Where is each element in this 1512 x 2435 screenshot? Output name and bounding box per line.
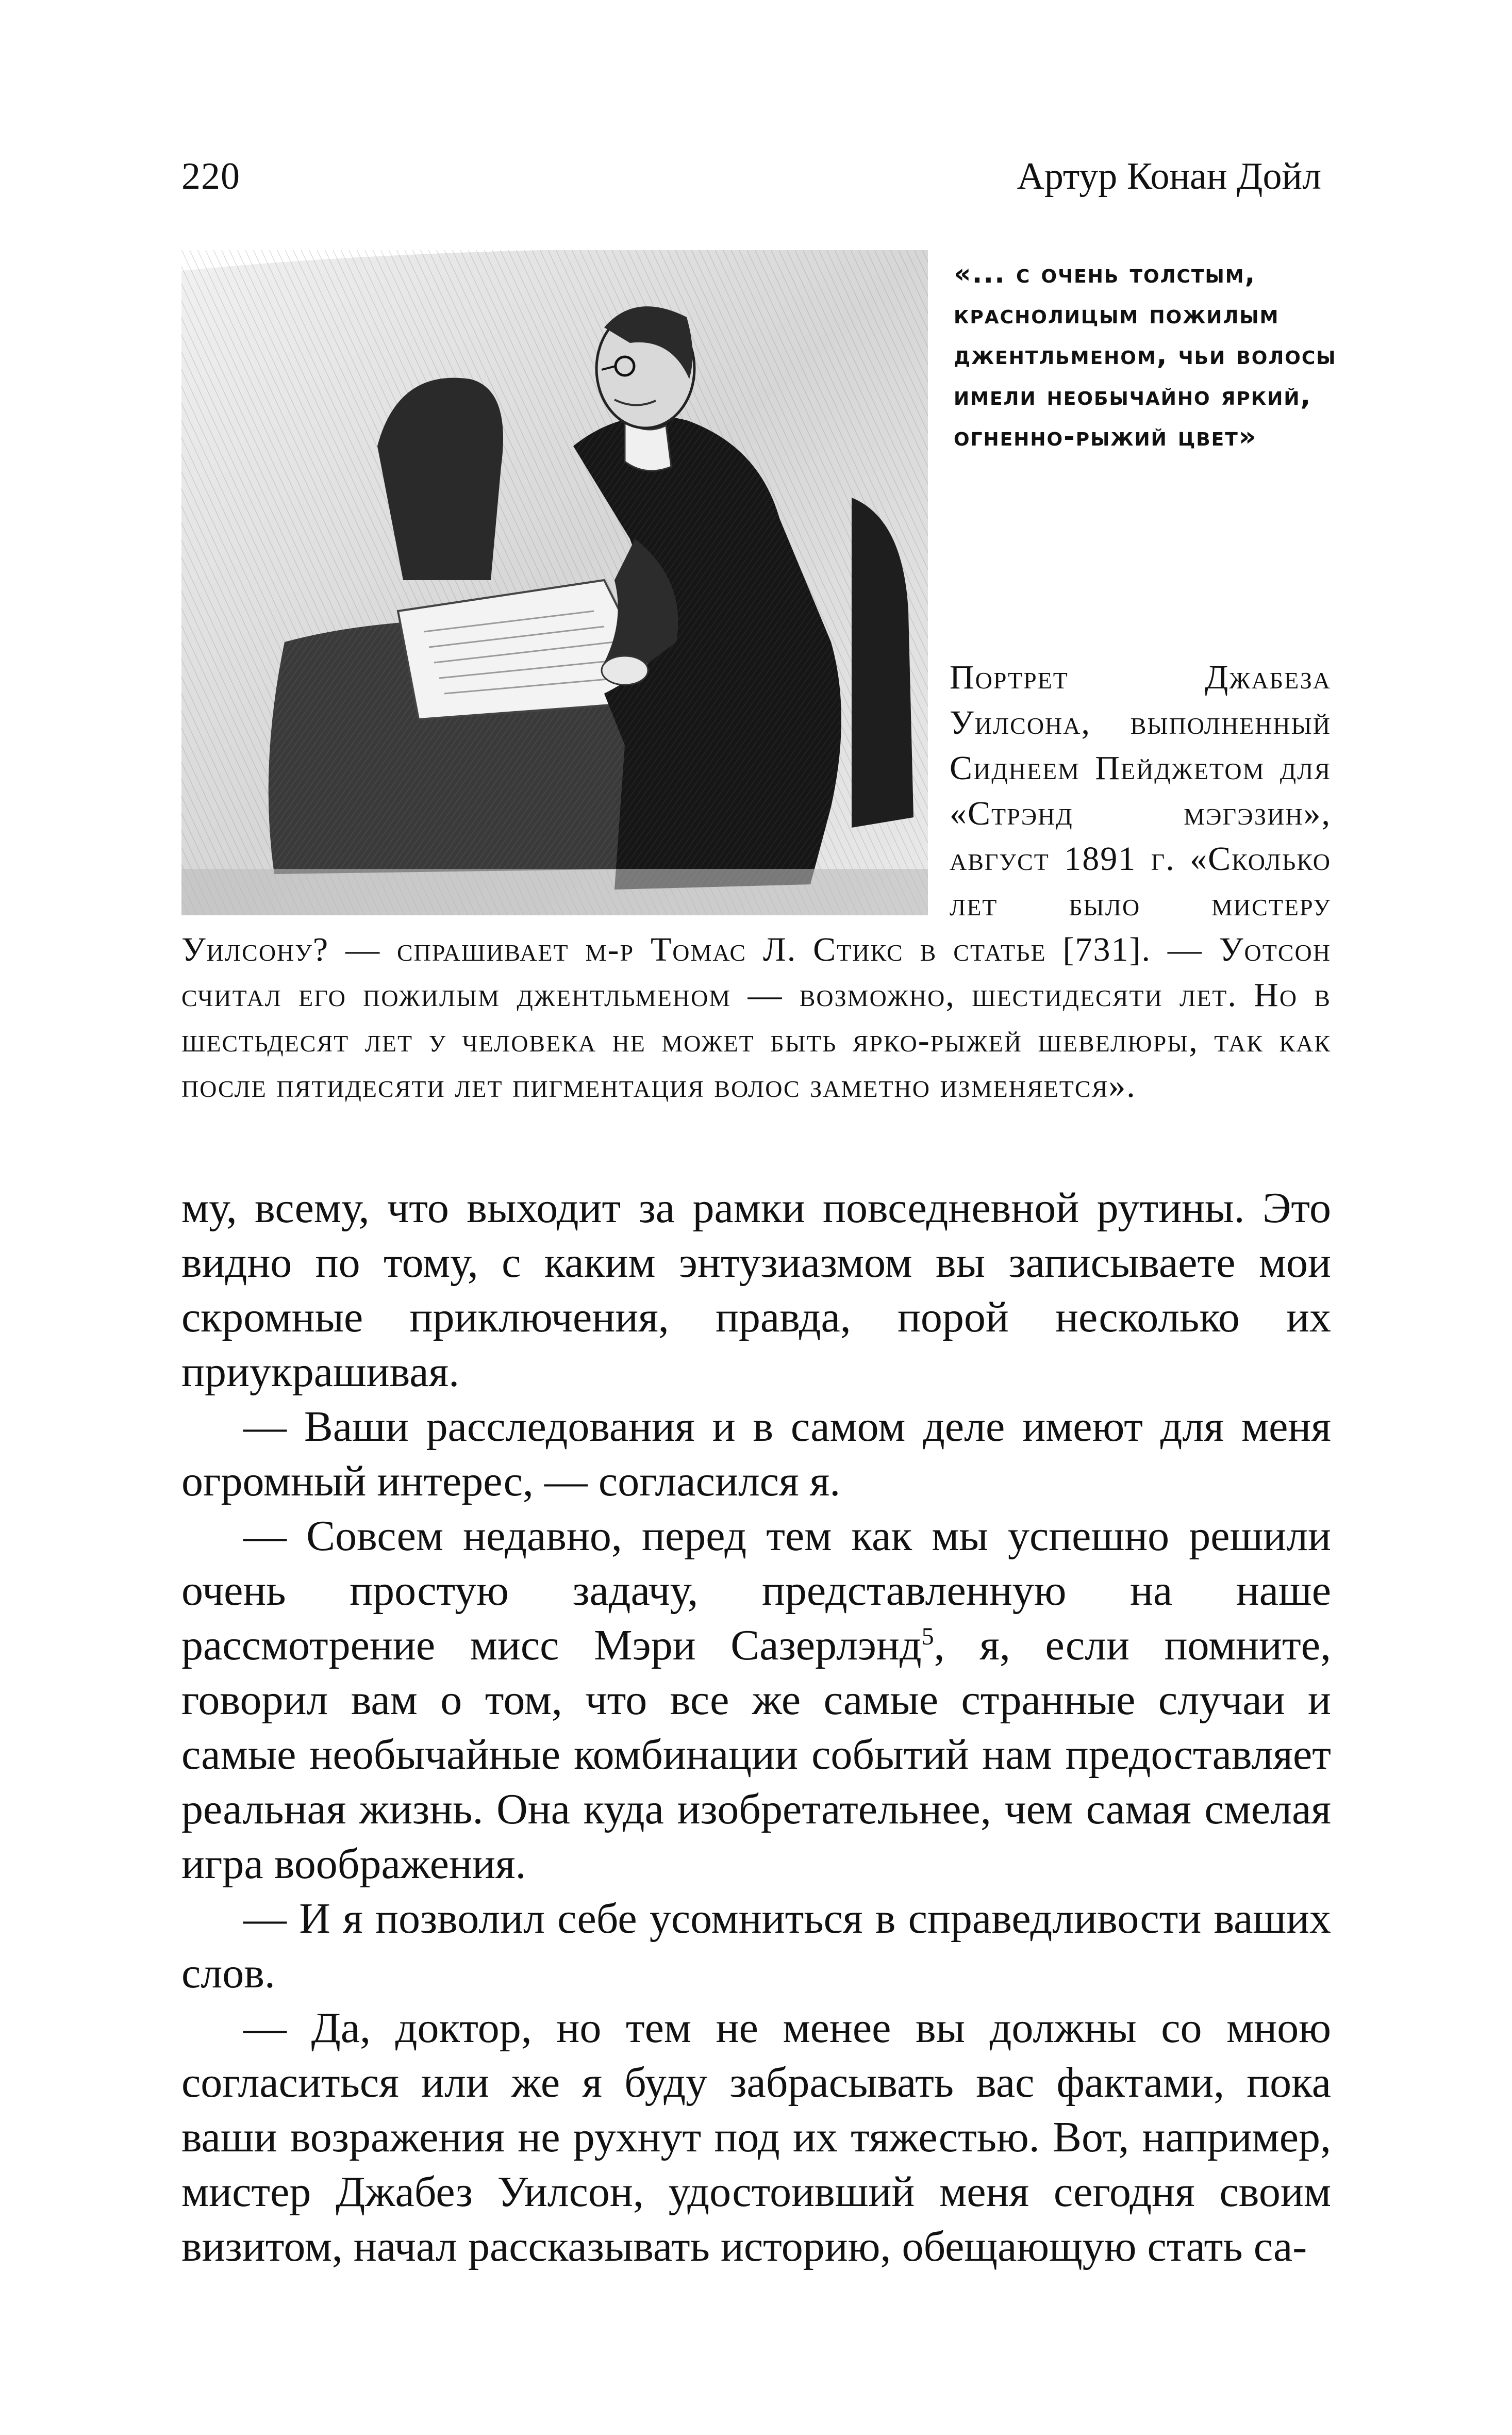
paragraph-3-start: — Совсем недавно, перед тем как мы успешно решили очень простую задачу, представленную на наше рассмотрение мисс Мэри Сазерлэнд [181,1512,1331,1669]
illustration-float-spacer [181,655,950,925]
paragraph-1: му, всему, что выходит за рамки повседневной рутины. Это видно по тому, с каким энтузиазмом вы записываете мои скромные приключения, правда, порой несколько их приукрашивая. [181,1184,1331,1396]
paragraph-3-end: , я, если помните, говорил вам о том, что все же самые странные случаи и самые необычайные комбинации событий нам предоставляет реальная жизнь. Она куда изобретательнее, чем самая смелая игра воображения. [181,1621,1332,1888]
running-header-author: Артур Конан Дойл [1017,155,1321,198]
paragraph-2: — Ваши расследования и в самом деле имеют для меня огромный интерес, — согласился я. [181,1403,1331,1505]
paragraph-3 [181,1509,1331,1891]
caption-quote: «... с очень толстым, краснолицым пожилым джентльменом, чьи волосы имели необычайно яркий, огненно-рыжий цвет» [954,258,1337,452]
paragraph-4: — И я позволил себе усомниться в справедливости ваших слов. [181,1895,1331,1997]
body-text [181,1181,1331,2274]
page-number: 220 [181,155,240,198]
footnote-marker[interactable]: 5 [921,1623,934,1650]
paragraph-5: — Да, доктор, но тем не менее вы должны со мною согласиться или же я буду забрасывать вас фактами, пока ваши возражения не рухнут под их тяжестью. Вот, например, мистер Джабез Уилсон, удостоивший меня сегодня своим визитом, начал рассказывать историю, обещающую стать са- [181,2004,1331,2271]
caption-description [181,655,1331,1109]
caption-description-text: Портрет Джабеза Уилсона, выполненный Сиднеем Пейджетом для «Стрэнд мэгэзин», август 1891 г. «Сколько лет было мистеру Уилсону? — спрашивает м-р Томас Л. Стикс в статье [731]. — Уотсон считал его пожилым джентльменом — возможно, шестидесяти лет. Но в шестьдесят лет у человека не может быть ярко-рыжей шевелюры, так как после пятидесяти лет пигментация волос заметно изменяется». [181,659,1331,1105]
